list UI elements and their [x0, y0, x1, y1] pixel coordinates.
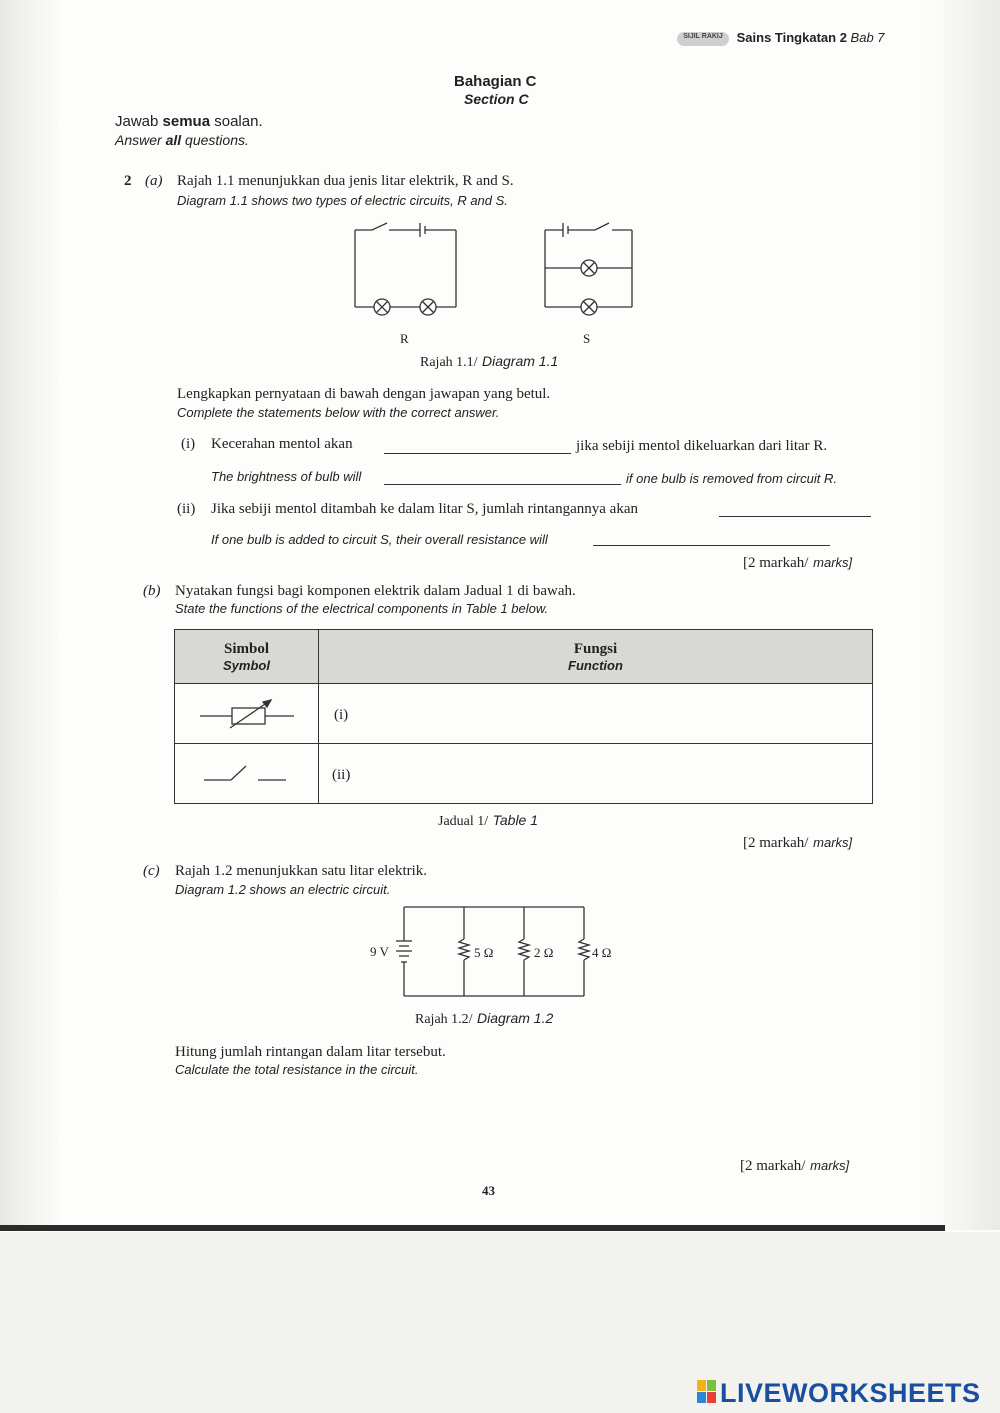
r2-label: 2 Ω [534, 945, 554, 960]
statement-ii-en: If one bulb is added to circuit S, their overall resistance will [211, 532, 548, 547]
section-title-en: Section C [464, 91, 529, 107]
circuit-s [545, 223, 632, 315]
statement-i-ms-start: Kecerahan mentol akan [211, 436, 353, 452]
calc-text-en: Calculate the total resistance in the circuit. [175, 1062, 419, 1077]
publisher-logo: SIJIL RAKIJ [677, 32, 729, 46]
statement-i-label: (i) [181, 436, 196, 452]
header-book: Sains Tingkatan 2 [736, 30, 847, 45]
diagram-1-1 [345, 215, 645, 355]
marks-a: [2 markah/ marks] [743, 555, 853, 571]
diagram-1-2-caption: Rajah 1.2/ Diagram 1.2 [415, 1010, 554, 1027]
part-b-text-ms: Nyatakan fungsi bagi komponen elektrik dalam Jadual 1 di bawah. [175, 583, 576, 599]
liveworksheets-logo-icon [697, 1380, 717, 1404]
header-chapter: Bab 7 [850, 30, 885, 45]
resistor-4ohm [579, 939, 589, 960]
liveworksheets-watermark[interactable]: LIVEWORKSHEETS [720, 1378, 981, 1408]
circuit-s-label: S [583, 331, 591, 346]
r1-label: 5 Ω [474, 945, 494, 960]
calc-text-ms: Hitung jumlah rintangan dalam litar tersebut. [175, 1044, 446, 1060]
complete-instruction-ms: Lengkapkan pernyataan di bawah dengan jawapan yang betul. [177, 386, 551, 402]
answer-blank-i-en[interactable] [384, 484, 621, 485]
table-1 [174, 629, 873, 804]
diagram-1-2 [360, 900, 630, 1005]
table-header-function: Fungsi Function [319, 630, 873, 684]
rheostat-icon [176, 694, 317, 734]
part-c-text-ms: Rajah 1.2 menunjukkan satu litar elektrik. [175, 863, 428, 879]
statement-ii-ms: Jika sebiji mentol ditambah ke dalam litar S, jumlah rintangannya akan [211, 501, 638, 517]
circuit-r [355, 223, 456, 315]
part-b-text-en: State the functions of the electrical components in Table 1 below. [175, 601, 549, 616]
part-a-text-en: Diagram 1.1 shows two types of electric circuits, R and S. [177, 193, 508, 208]
switch-icon [176, 754, 317, 794]
answer-blank-i-ms[interactable] [384, 453, 571, 454]
resistor-2ohm [519, 939, 529, 960]
page-number: 43 [482, 1183, 495, 1198]
answer-blank-ii-ms[interactable] [719, 516, 871, 517]
function-answer-ii[interactable]: (ii) [319, 744, 873, 804]
diagram-1-1-caption: Rajah 1.1/ Diagram 1.1 [420, 353, 559, 370]
section-title-ms: Bahagian C [454, 73, 537, 90]
r3-label: 4 Ω [592, 945, 612, 960]
scan-right-shadow [925, 0, 1000, 1230]
instruction-en: Answer all questions. [115, 132, 249, 148]
part-a-label: (a) [145, 173, 163, 189]
answer-blank-ii-en[interactable] [593, 545, 830, 546]
complete-instruction-en: Complete the statements below with the correct answer. [177, 405, 500, 420]
voltage-label: 9 V [370, 944, 389, 959]
table-header-symbol: Simbol Symbol [175, 630, 319, 684]
part-b-label: (b) [143, 583, 161, 599]
scan-left-shadow [0, 0, 58, 1230]
table-1-caption: Jadual 1/ Table 1 [438, 812, 539, 829]
part-a-text-ms: Rajah 1.1 menunjukkan dua jenis litar elektrik, R and S. [177, 173, 514, 189]
resistor-5ohm [459, 939, 469, 960]
marks-b: [2 markah/ marks] [743, 835, 853, 851]
switch-symbol-cell [175, 744, 319, 804]
function-answer-i[interactable]: (i) [319, 684, 873, 744]
battery-symbol [396, 941, 412, 962]
statement-i-ms-end: jika sebiji mentol dikeluarkan dari litar R. [576, 438, 828, 454]
question-number: 2 [124, 173, 132, 189]
rheostat-symbol-cell [175, 684, 319, 744]
circuit-r-label: R [400, 331, 409, 346]
instruction-ms: Jawab semua soalan. [115, 113, 263, 130]
part-c-text-en: Diagram 1.2 shows an electric circuit. [175, 882, 391, 897]
statement-i-en-start: The brightness of bulb will [211, 469, 362, 484]
running-header [677, 30, 885, 46]
statement-ii-label: (ii) [177, 501, 196, 517]
part-c-label: (c) [143, 863, 160, 879]
statement-i-en-end: if one bulb is removed from circuit R. [626, 471, 837, 486]
page-bottom-edge [0, 1225, 945, 1231]
marks-c: [2 markah/ marks] [740, 1158, 850, 1174]
